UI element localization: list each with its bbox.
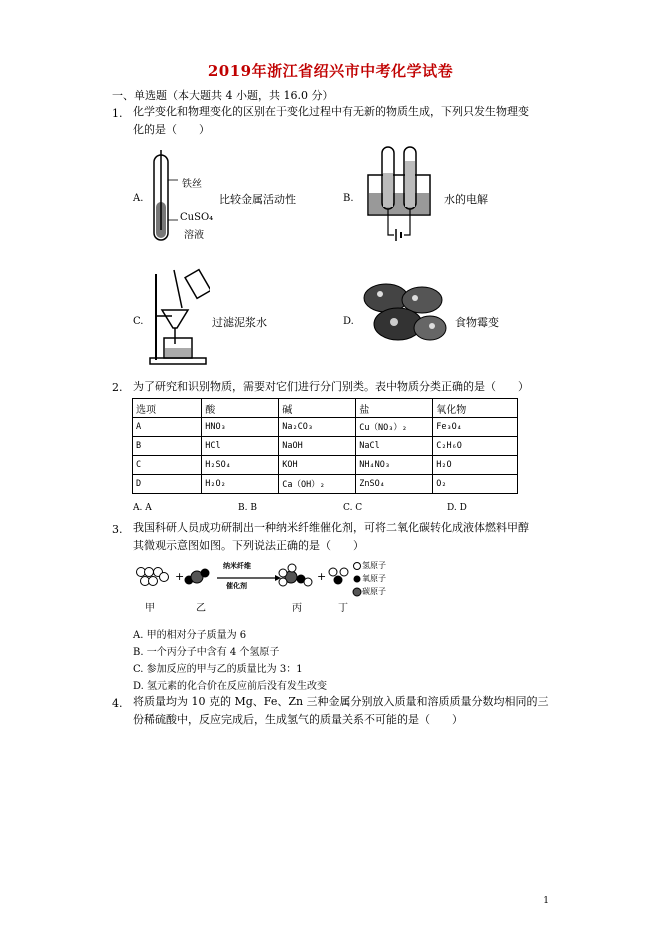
table-cell: NH₄NO₃ [356,456,433,475]
electrolysis-apparatus-illustration [358,143,440,245]
legend-hydrogen: 氢原子 [362,561,386,570]
svg-text:+: + [317,570,327,583]
table-cell: NaCl [356,437,433,456]
table-header-cell: 盐 [356,399,433,418]
q2-answer-b: B. B [238,503,257,513]
q4-line2: 份稀硫酸中，反应完成后，生成氢气的质量关系不可能的是（ ） [133,713,463,726]
table-cell: H₂SO₄ [202,456,279,475]
q4-line1: 将质量均为 10 克的 Mg、Fe、Zn 三种金属分别放入质量和溶质质量分数均相同的三 [133,695,549,708]
table-cell: B [133,437,202,456]
table-cell: ZnSO₄ [356,475,433,494]
test-tube-illustration [148,150,218,250]
table-cell: HNO₃ [202,418,279,437]
q3-line2: 其微观示意图如图。下列说法正确的是（ ） [133,539,364,552]
q1-line2: 化的是（ ） [133,123,210,136]
q3-line1: 我国科研人员成功研制出一种纳米纤维催化剂，可将二氧化碳转化成液体燃料甲醇 [133,521,529,534]
table-cell: H₂O [433,456,518,475]
q3-option-a: A. 甲的相对分子质量为 6 [133,630,247,641]
table-cell: A [133,418,202,437]
q2-answer-c: C. C [343,503,363,513]
svg-text:+: + [175,570,185,583]
q1-option-c-letter: C. [133,316,144,327]
table-cell: C₂H₆O [433,437,518,456]
molecule-label-ding: 丁 [338,603,348,614]
q1-option-a-letter: A. [133,193,144,204]
filtration-setup-illustration [148,262,210,368]
table-cell: HCl [202,437,279,456]
q3-option-d: D. 氢元素的化合价在反应前后没有发生改变 [133,681,328,692]
classification-table [132,398,518,494]
q2-answer-d: D. D [447,503,467,513]
table-row [133,437,518,456]
table-header-cell: 氧化物 [433,399,518,418]
table-cell: KOH [279,456,356,475]
q2-text: 为了研究和识别物质，需要对它们进行分门别类。表中物质分类正确的是（ ） [133,380,529,393]
catalyst-label-top: 纳米纤维 [223,561,251,570]
table-row [133,456,518,475]
table-cell: D [133,475,202,494]
table-row [133,418,518,437]
q1-a-solution-formula: CuSO₄ [180,212,214,223]
moldy-food-illustration [360,278,452,348]
table-row [133,475,518,494]
table-header-cell: 选项 [133,399,202,418]
q1-a-wire-label: 铁丝 [182,179,202,190]
q1-option-d-letter: D. [343,316,354,327]
q3-option-c: C. 参加反应的甲与乙的质量比为 3：1 [133,664,303,675]
q1-option-b-label: 水的电解 [444,193,488,206]
q1-option-a-label: 比较金属活动性 [219,193,296,206]
table-cell: Cu（NO₃）₂ [356,418,433,437]
catalyst-label-bottom: 催化剂 [226,581,247,590]
molecule-label-jia: 甲 [145,603,155,614]
table-cell: NaOH [279,437,356,456]
q1-line1: 化学变化和物理变化的区别在于变化过程中有无新的物质生成，下列只发生物理变 [133,105,529,118]
q1-option-b-letter: B. [343,193,354,204]
molecule-label-yi: 乙 [196,603,206,614]
table-header-cell: 碱 [279,399,356,418]
page-number: 1 [543,896,549,906]
page-title: 2019年浙江省绍兴市中考化学试卷 [207,62,454,80]
legend-carbon: 碳原子 [362,587,386,596]
q1-option-d-label: 食物霉变 [455,316,499,329]
table-header-row [133,399,518,418]
q4-number: 4. [112,697,123,710]
table-cell: Na₂CO₃ [279,418,356,437]
table-cell: H₂O₂ [202,475,279,494]
legend-oxygen: 氧原子 [362,574,386,583]
molecule-label-bing: 丙 [292,603,302,614]
table-cell: Fe₃O₄ [433,418,518,437]
table-header-cell: 酸 [202,399,279,418]
q1-a-solution-label: 溶液 [184,230,204,241]
q1-option-c-label: 过滤泥浆水 [212,316,267,329]
q3-option-b: B. 一个丙分子中含有 4 个氢原子 [133,647,280,658]
table-cell: Ca（OH）₂ [279,475,356,494]
q3-number: 3. [112,523,123,536]
q2-answer-a: A. A [133,503,152,513]
q1-number: 1. [112,107,123,120]
section-heading: 一、单选题（本大题共 4 小题，共 16.0 分） [112,89,334,102]
q2-number: 2. [112,381,123,394]
table-cell: C [133,456,202,475]
table-cell: O₂ [433,475,518,494]
